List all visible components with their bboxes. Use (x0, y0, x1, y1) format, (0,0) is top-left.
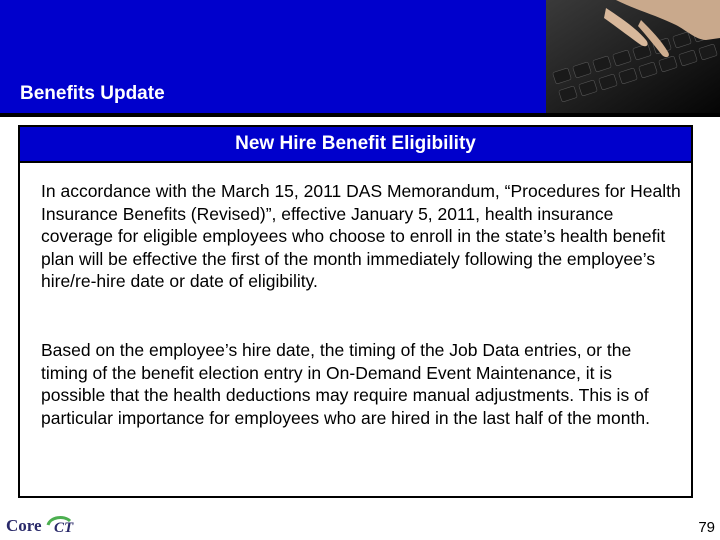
svg-text:CT: CT (54, 520, 74, 536)
content-title: New Hire Benefit Eligibility (235, 133, 476, 154)
svg-text:Core: Core (6, 516, 42, 535)
content-header-bar (20, 127, 691, 163)
paragraph-eligibility: In accordance with the March 15, 2011 DAS Memorandum, “Procedures for Health Insurance Benefits (Revised)”, effective January 5, 2011, health insurance coverage for eligible employees who choose to enroll in the state’s health benefit plan will be effective the first of the month immediately following the employee’s hire/re-hire date or date of eligibility. (41, 181, 681, 291)
header-title: Benefits Update (20, 83, 165, 104)
content-panel (18, 125, 693, 498)
paragraph-adjustments: Based on the employee’s hire date, the timing of the Job Data entries, or the timing of the benefit election entry in On-Demand Event Maintenance, it is possible that the health deductions may require manual adjustments. This is of particular importance for employees who are hired in the last half of the month. (41, 340, 650, 428)
core-ct-logo (6, 513, 96, 537)
page-number: 79 (698, 519, 715, 536)
header-divider (0, 113, 720, 117)
keyboard-hand-photo (546, 0, 720, 113)
